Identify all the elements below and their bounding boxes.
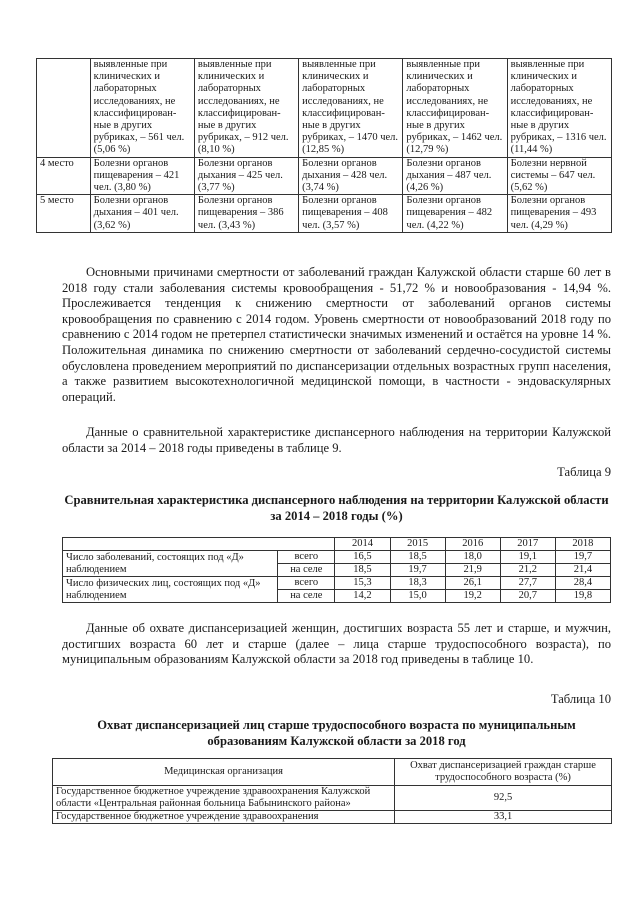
value-cell: 16,5 xyxy=(335,551,390,564)
value-cell: 19,7 xyxy=(390,564,445,577)
coverage-table xyxy=(52,758,612,824)
table-header-row xyxy=(63,538,611,551)
disease-cell: Болезни органов пищеварения – 421 чел. (3,80 %) xyxy=(90,157,194,195)
disease-cell: выявленные при клинических и лабораторных исследованиях, не классифицирован-ные в других рубриках, – 1470 чел. (12,85 %) xyxy=(299,59,403,158)
disease-cell: выявленные при клинических и лабораторных исследованиях, не классифицирован-ные в других рубриках, – 912 чел. (8,10 %) xyxy=(194,59,298,158)
table9-title: Сравнительная характеристика диспансерного наблюдения на территории Калужской области за 2014 – 2018 годы (%) xyxy=(64,493,609,523)
value-cell: 21,2 xyxy=(500,564,555,577)
value-cell: 18,0 xyxy=(445,551,500,564)
year-header: 2018 xyxy=(555,538,610,551)
organization-cell: Государственное бюджетное учреждение здравоохранения xyxy=(53,811,395,824)
paragraph-table9-intro: Данные о сравнительной характеристике диспансерного наблюдения на территории Калужской области за 2014 – 2018 годы приведены в таблице 9. xyxy=(62,425,611,455)
disease-cell: Болезни органов дыхания – 401 чел. (3,62 %) xyxy=(90,195,194,233)
year-header: 2015 xyxy=(390,538,445,551)
value-cell: 28,4 xyxy=(555,577,610,590)
value-cell: 19,7 xyxy=(555,551,610,564)
table10-label: Таблица 10 xyxy=(550,692,611,706)
organization-cell: Государственное бюджетное учреждение здравоохранения Калужской области «Центральная районная больница Бабынинского района» xyxy=(53,786,395,811)
coverage-value: 33,1 xyxy=(395,811,612,824)
value-cell: 19,1 xyxy=(500,551,555,564)
disease-cell: Болезни органов дыхания – 428 чел. (3,74 %) xyxy=(299,157,403,195)
dispensary-observation-table xyxy=(62,537,611,603)
value-cell: 21,4 xyxy=(555,564,610,577)
disease-cell: Болезни органов пищеварения – 408 чел. (3,57 %) xyxy=(299,195,403,233)
value-cell: 15,3 xyxy=(335,577,390,590)
value-cell: 26,1 xyxy=(445,577,500,590)
table-row xyxy=(53,811,612,824)
year-header: 2016 xyxy=(445,538,500,551)
disease-cell: выявленные при клинических и лабораторных исследованиях, не классифицирован-ные в других рубриках, – 1316 чел. (11,44 %) xyxy=(507,59,611,158)
value-cell: 14,2 xyxy=(335,590,390,603)
rank-cell xyxy=(37,59,91,158)
blank-header-cell xyxy=(63,538,335,551)
value-cell: 18,5 xyxy=(335,564,390,577)
table-row xyxy=(53,786,612,811)
value-cell: 27,7 xyxy=(500,577,555,590)
table10-title: Охват диспансеризацией лиц старше трудоспособного возраста по муниципальным образованиям Калужской области за 2018 год xyxy=(97,718,576,748)
table-row xyxy=(63,577,611,590)
coverage-value: 92,5 xyxy=(395,786,612,811)
sub-label: на селе xyxy=(278,590,335,603)
rank-cell: 4 место xyxy=(37,157,91,195)
table-row xyxy=(37,157,612,195)
disease-cell: Болезни органов дыхания – 487 чел. (4,26 %) xyxy=(403,157,507,195)
value-cell: 19,8 xyxy=(555,590,610,603)
disease-cell: Болезни органов пищеварения – 482 чел. (4,22 %) xyxy=(403,195,507,233)
rank-cell: 5 место xyxy=(37,195,91,233)
disease-cell: Болезни органов пищеварения – 386 чел. (3,43 %) xyxy=(194,195,298,233)
table-row xyxy=(63,551,611,564)
disease-ranking-table xyxy=(36,58,612,233)
group-label: Число заболеваний, состоящих под «Д» наблюдением xyxy=(63,551,278,577)
table-row xyxy=(37,59,612,158)
disease-cell: Болезни органов дыхания – 425 чел. (3,77 %) xyxy=(194,157,298,195)
sub-label: всего xyxy=(278,577,335,590)
value-cell: 20,7 xyxy=(500,590,555,603)
value-cell: 18,3 xyxy=(390,577,445,590)
group-label: Число физических лиц, состоящих под «Д» наблюдением xyxy=(63,577,278,603)
disease-cell: Болезни органов пищеварения – 493 чел. (4,29 %) xyxy=(507,195,611,233)
value-cell: 19,2 xyxy=(445,590,500,603)
column-header-coverage: Охват диспансеризацией граждан старше трудоспособного возраста (%) xyxy=(395,759,612,786)
disease-cell: Болезни нервной системы – 647 чел. (5,62 %) xyxy=(507,157,611,195)
value-cell: 15,0 xyxy=(390,590,445,603)
disease-cell: выявленные при клинических и лабораторных исследованиях, не классифицирован-ные в других рубриках, – 561 чел. (5,06 %) xyxy=(90,59,194,158)
sub-label: всего xyxy=(278,551,335,564)
sub-label: на селе xyxy=(278,564,335,577)
column-header-organization: Медицинская организация xyxy=(53,759,395,786)
paragraph-mortality: Основными причинами смертности от заболеваний граждан Калужской области старше 60 лет в 2018 году стали заболевания системы кровообращения - 51,72 % и новообразования - 14,94 %. Прослеживается тенденция к снижению смертности от заболеваний органов системы кровообращения по сравнению с 2014 годом. Уровень смертности от новообразований 2018 году по сравнению с 2014 годом не претерпел статистически значимых изменений и остаётся на уровне 14 %. Положительная динамика по снижению смертности от заболеваний сердечно-сосудистой системы обусловлена проведением мероприятий по диспансеризации отдельных возрастных групп населения, а также развитием высокотехнологичной медицинской помощи, в частности - эндоваскулярных операций. xyxy=(62,265,611,404)
year-header: 2014 xyxy=(335,538,390,551)
table-row xyxy=(37,195,612,233)
year-header: 2017 xyxy=(500,538,555,551)
value-cell: 18,5 xyxy=(390,551,445,564)
table9-label: Таблица 9 xyxy=(557,465,611,479)
disease-cell: выявленные при клинических и лабораторных исследованиях, не классифицирован-ные в других рубриках, – 1462 чел. (12,79 %) xyxy=(403,59,507,158)
paragraph-table10-intro: Данные об охвате диспансеризацией женщин, достигших возраста 55 лет и старше, и мужчин, достигших возраста 60 лет и старше (далее – лица старше трудоспособного возраста), по муниципальным образованиям Калужской области за 2018 год приведены в таблице 10. xyxy=(62,621,611,667)
value-cell: 21,9 xyxy=(445,564,500,577)
